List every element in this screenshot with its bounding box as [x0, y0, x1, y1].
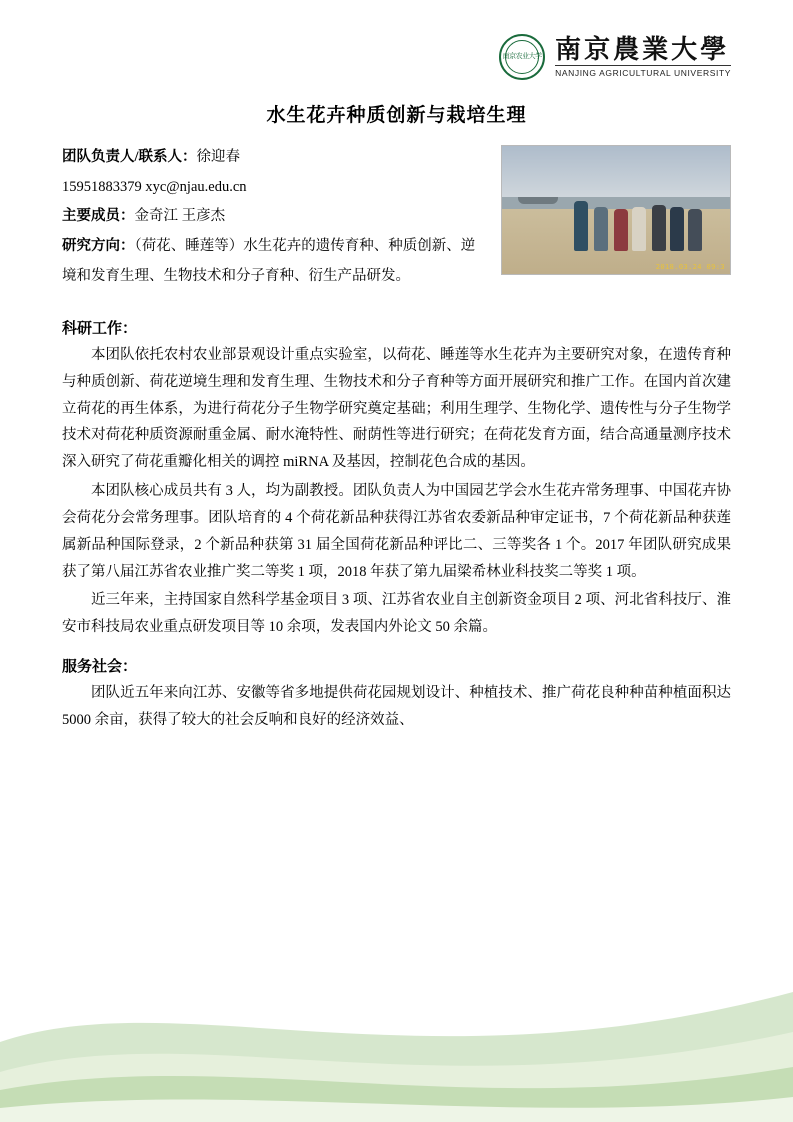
contact-line: 15951883379 xyc@njau.edu.cn: [62, 178, 247, 195]
photo-sky: [502, 146, 730, 197]
members-value: 金奇江 王彦杰: [134, 208, 226, 225]
photo-person: [632, 207, 646, 251]
direction-value: （荷花、睡莲等）水生花卉的遗传育种、种质创新、逆境和发育生理、生物技术和分子育种、衍生产品研发。: [62, 238, 476, 284]
members-label: 主要成员：: [62, 208, 135, 225]
paragraph: 本团队核心成员共有 3 人，均为副教授。团队负责人为中国园艺学会水生花卉常务理事、中国花卉协会荷花分会常务理事。团队培育的 4 个荷花新品种获得江苏省农委新品种审定证书，7 个荷花新品种获莲属新品种国际登录，2 个新品种获第 31 届全国荷花新品种评比二、三等奖各 1 个。2017 年团队研究成果获了第八届江苏省农业推广奖二等奖 1 项，2018 年获了第九届梁希林业科技奖二等奖 1 项。: [62, 483, 731, 580]
paragraph: 近三年来，主持国家自然科学基金项目 3 项、江苏省农业自主创新资金项目 2 项、河北省科技厅、淮安市科技局农业重点研发项目等 10 余项，发表国内外论文 50 余篇。: [62, 592, 731, 636]
leader-name: 徐迎春: [196, 149, 241, 165]
paragraph: 团队近五年来向江苏、安徽等省多地提供荷花园规划设计、种植技术、推广荷花良种种苗种植面积达 5000 余亩，获得了较大的社会反响和良好的经济效益、: [62, 684, 731, 728]
seal-text: 南京农业大学: [502, 52, 542, 61]
paragraph: 本团队依托农村农业部景观设计重点实验室，以荷花、睡莲等水生花卉为主要研究对象，在遗传育种与种质创新、荷花逆境生理和发育生理、生物技术和分子育种等方面开展研究和推广工作。在国内首次建立荷花的再生体系，为进行荷花分子生物学研究奠定基础；利用生理学、生物化学、遗传性与分子生物学技术对荷花种质资源耐重金属、耐水淹特性、耐荫性等进行研究；在荷花发育方面，结合高通量测序技术深入研究了荷花重瓣化相关的调控 miRNA 及基因，控制花色合成的基因。: [62, 347, 731, 471]
university-name-en: NANJING AGRICULTURAL UNIVERSITY: [555, 65, 731, 78]
photo-person: [574, 201, 588, 251]
section-heading: 科研工作：: [62, 321, 138, 337]
photo-person: [614, 209, 628, 251]
direction-label: 研究方向：: [62, 238, 135, 255]
document-header: [62, 26, 731, 88]
photo-person: [688, 209, 702, 251]
logo-text-block: [555, 36, 731, 78]
photo-timestamp: 2018.03.24 09:3: [655, 263, 725, 271]
university-logo: [499, 34, 731, 80]
page-title: 水生花卉种质创新与栽培生理: [266, 105, 527, 126]
team-photo: [501, 145, 731, 275]
leader-label: 团队负责人/联系人：: [62, 149, 197, 165]
section-heading: 服务社会：: [62, 658, 138, 675]
info-block: [62, 143, 731, 303]
photo-person: [670, 207, 684, 251]
section-social-service: [62, 655, 731, 734]
photo-person: [594, 207, 608, 251]
photo-person: [652, 205, 666, 251]
photo-boat: [518, 197, 558, 204]
university-seal-icon: [499, 34, 545, 80]
university-name-cn: 南京農業大學: [555, 34, 730, 64]
section-research: [62, 317, 731, 641]
